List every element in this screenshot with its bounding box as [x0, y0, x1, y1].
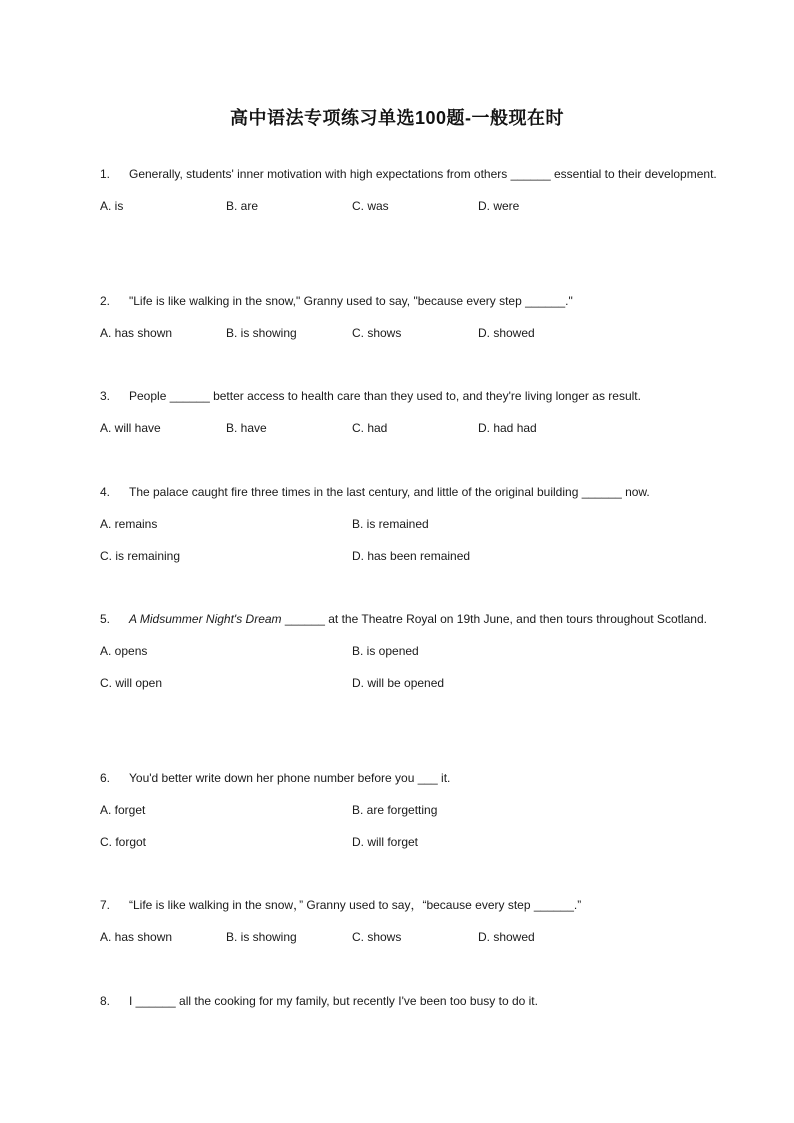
- option-c: C. will open: [100, 676, 163, 690]
- option-a: A. will have: [100, 421, 161, 435]
- question-stem: [100, 158, 720, 190]
- option-b: B. have: [226, 421, 267, 435]
- option-c: C. is remaining: [100, 549, 181, 563]
- options-row: [100, 826, 720, 858]
- question-stem: [100, 285, 720, 317]
- option-d: D. showed: [478, 326, 535, 340]
- question-3: [100, 380, 720, 444]
- question-text: People ______ better access to health care than they used to, and they're living longer as result.: [129, 389, 641, 403]
- question-number: 5.: [100, 612, 111, 626]
- question-number: 7.: [100, 898, 111, 912]
- question-stem: [100, 380, 720, 412]
- option-d: D. has been remained: [352, 549, 471, 563]
- question-number: 1.: [100, 167, 111, 181]
- option-d: D. had had: [478, 421, 537, 435]
- options-row: [100, 412, 720, 444]
- option-c: C. had: [352, 421, 388, 435]
- options-row: [100, 508, 720, 540]
- option-d: D. were: [478, 199, 520, 213]
- option-d: D. showed: [478, 930, 535, 944]
- question-text: Generally, students' inner motivation with high expectations from others ______ essential to their development.: [129, 167, 717, 181]
- question-text: You'd better write down her phone number before you ___ it.: [129, 771, 451, 785]
- options-row: [100, 794, 720, 826]
- question-number: 2.: [100, 294, 111, 308]
- options-row: [100, 317, 720, 349]
- question-text: The palace caught fire three times in the last century, and little of the original building ______ now.: [129, 485, 650, 499]
- option-d: D. will be opened: [352, 676, 445, 690]
- option-c: C. was: [352, 199, 389, 213]
- question-6: [100, 762, 720, 858]
- option-a: A. remains: [100, 517, 158, 531]
- option-b: B. is showing: [226, 326, 297, 340]
- option-c: C. forgot: [100, 835, 147, 849]
- option-a: A. opens: [100, 644, 148, 658]
- option-a: A. has shown: [100, 930, 173, 944]
- option-c: C. shows: [352, 930, 402, 944]
- options-row: [100, 921, 720, 953]
- option-b: B. is remained: [352, 517, 429, 531]
- options-row: [100, 190, 720, 222]
- question-stem: [100, 762, 720, 794]
- option-a: A. has shown: [100, 326, 173, 340]
- question-number: 4.: [100, 485, 111, 499]
- option-d: D. will forget: [352, 835, 419, 849]
- question-number: 8.: [100, 994, 111, 1008]
- options-row: [100, 667, 720, 699]
- question-number: 6.: [100, 771, 111, 785]
- question-text: I ______ all the cooking for my family, but recently I've been too busy to do it.: [129, 994, 538, 1008]
- question-text: “Life is like walking in the snow，” Granny used to say，“because every step ______.”: [129, 898, 582, 912]
- play-title: A Midsummer Night's Dream: [129, 612, 282, 626]
- question-7: [100, 889, 720, 953]
- option-a: A. forget: [100, 803, 146, 817]
- question-stem: [100, 889, 720, 921]
- page-title: 高中语法专项练习单选100题-一般现在时: [229, 108, 565, 128]
- option-a: A. is: [100, 199, 124, 213]
- question-text: "Life is like walking in the snow," Granny used to say, "because every step ______.": [129, 294, 573, 308]
- question-stem: [100, 985, 720, 1017]
- option-c: C. shows: [352, 326, 402, 340]
- question-stem: [100, 476, 720, 508]
- options-row: [100, 635, 720, 667]
- options-row: [100, 540, 720, 572]
- option-b: B. are: [226, 199, 259, 213]
- question-1: [100, 158, 720, 222]
- question-8: [100, 985, 720, 1017]
- option-b: B. is showing: [226, 930, 297, 944]
- question-2: [100, 285, 720, 349]
- question-text: ______ at the Theatre Royal on 19th June, and then tours throughout Scotland.: [281, 612, 707, 626]
- question-stem: [100, 603, 720, 635]
- question-number: 3.: [100, 389, 111, 403]
- option-b: B. are forgetting: [352, 803, 438, 817]
- question-4: [100, 476, 720, 572]
- option-b: B. is opened: [352, 644, 419, 658]
- question-5: [100, 603, 720, 699]
